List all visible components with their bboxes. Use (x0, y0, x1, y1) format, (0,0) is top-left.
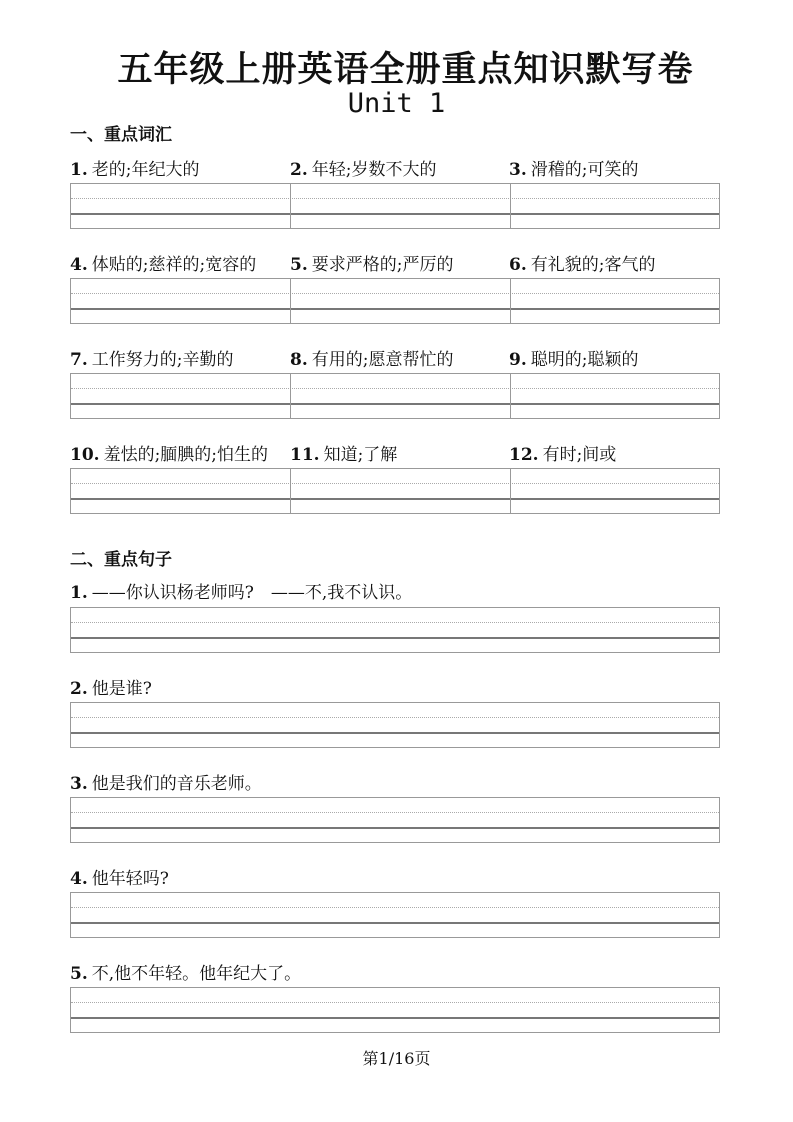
sentence-item: 5. 不,他不年轻。他年纪大了。 (70, 964, 302, 984)
sentence-item: 2. 他是谁? (70, 679, 152, 699)
page-number: 第1/16页 (362, 1049, 431, 1068)
vocab-item: 6. 有礼貌的;客气的 (509, 255, 656, 275)
vocab-item: 9. 聪明的;聪颖的 (509, 350, 639, 370)
vocab-item: 11. 知道;了解 (290, 445, 398, 465)
vocab-item: 2. 年轻;岁数不大的 (290, 160, 437, 180)
vocab-writing-grid[interactable] (70, 468, 720, 514)
vocab-item: 12. 有时;间或 (509, 445, 617, 465)
sentence-writing-grid[interactable] (70, 987, 720, 1033)
vocab-item: 1. 老的;年纪大的 (70, 160, 200, 180)
vocab-item: 4. 体贴的;慈祥的;宽容的 (70, 255, 257, 275)
sentence-writing-grid[interactable] (70, 797, 720, 843)
sentence-item: 3. 他是我们的音乐老师。 (70, 774, 262, 794)
vocab-item: 3. 滑稽的;可笑的 (509, 160, 639, 180)
vocab-writing-grid[interactable] (70, 373, 720, 419)
unit-title: Unit 1 (347, 88, 446, 119)
vocab-item: 5. 要求严格的;严厉的 (290, 255, 454, 275)
sentence-section-heading: 二、重点句子 (70, 550, 172, 570)
sentence-item: 1. ——你认识杨老师吗? ——不,我不认识。 (70, 583, 413, 603)
page-title: 五年级上册英语全册重点知识默写卷 (117, 49, 694, 90)
vocab-writing-grid[interactable] (70, 183, 720, 229)
sentence-writing-grid[interactable] (70, 607, 720, 653)
vocab-item: 7. 工作努力的;辛勤的 (70, 350, 234, 370)
vocab-item: 10. 羞怯的;腼腆的;怕生的 (70, 445, 269, 465)
vocab-item: 8. 有用的;愿意帮忙的 (290, 350, 454, 370)
sentence-item: 4. 他年轻吗? (70, 869, 169, 889)
vocab-section-heading: 一、重点词汇 (70, 125, 172, 145)
sentence-writing-grid[interactable] (70, 702, 720, 748)
sentence-writing-grid[interactable] (70, 892, 720, 938)
vocab-writing-grid[interactable] (70, 278, 720, 324)
